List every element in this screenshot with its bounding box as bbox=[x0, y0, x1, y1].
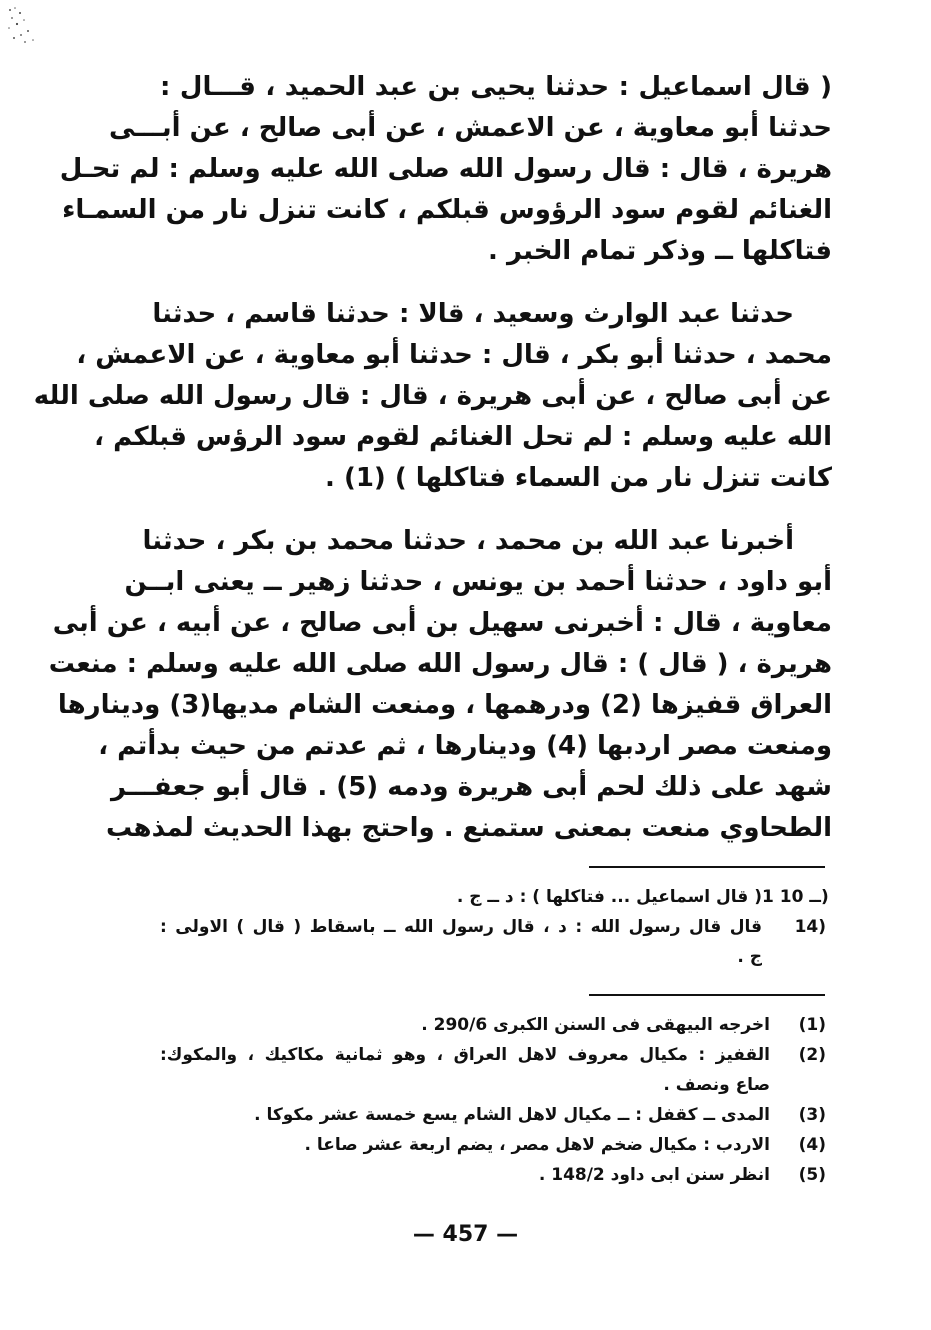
text-line: عن أبى صالح ، عن أبى هريرة ، قال : قال رسول الله صلى الله bbox=[33, 381, 832, 411]
footnote-text: الاردب : مكيال ضخم لاهل مصر ، يضم اربعة عشر صاعا . bbox=[304, 1135, 770, 1155]
text-line: ( قال اسماعيل : حدثنا يحيى بن عبد الحميد ، قـــال : bbox=[160, 72, 832, 102]
footnote-number: (4) bbox=[798, 1135, 826, 1155]
footnote bbox=[160, 1130, 826, 1160]
text-line: فتاكلها ــ وذكر تمام الخبر . bbox=[488, 236, 832, 266]
manuscript-variants bbox=[160, 882, 829, 972]
paragraph-3 bbox=[48, 521, 832, 849]
paragraph-1 bbox=[59, 67, 832, 272]
variant-line-ref: 14) bbox=[794, 917, 826, 937]
text-line: حدثنا أبو معاوية ، عن الاعمش ، عن أبى صالح ، عن أبـــى bbox=[108, 113, 832, 143]
text-line: الله عليه وسلم : لم تحل الغنائم لقوم سود الرؤس قبلكم ، bbox=[94, 422, 832, 452]
footnote bbox=[160, 1100, 826, 1130]
footnote-number: (5) bbox=[798, 1165, 826, 1185]
footnote-text: المدى ــ كقفل : ــ مكيال لاهل الشام يسع خمسة عشر مكوكا . bbox=[254, 1105, 770, 1125]
text-line: ومنعت مصر اردبها (4) ودينارها ، ثم عدتم من حيث بدأتم ، bbox=[98, 731, 832, 761]
footnotes-divider bbox=[589, 994, 825, 996]
text-line: العراق قفيزها (2) ودرهمها ، ومنعت الشام مديها(3) ودينارها bbox=[57, 690, 832, 720]
text-line: أخبرنا عبد الله بن محمد ، حدثنا محمد بن بكر ، حدثنا bbox=[142, 526, 794, 556]
variant-text: ( قال اسماعيل ... فتاكلها ) : د ــ ج . bbox=[456, 887, 762, 907]
footnote-number: (3) bbox=[798, 1105, 826, 1125]
page-number: — 457 — bbox=[412, 1222, 519, 1247]
variants-divider bbox=[589, 866, 825, 868]
variant-row bbox=[160, 912, 826, 942]
footnote bbox=[160, 1010, 826, 1040]
text-line: هريرة ، قال : قال رسول الله صلى الله عليه وسلم : لم تحـل bbox=[59, 154, 832, 184]
text-line: شهد على ذلك لحم أبى هريرة ودمه (5) . قال أبو جعفـــر bbox=[110, 772, 832, 802]
footnote-text: القفيز : مكيال معروف لاهل العراق ، وهو ثمانية مكاكيك ، والمكوك: bbox=[160, 1045, 770, 1065]
footnotes bbox=[160, 1010, 826, 1190]
footnote-text: اخرجه البيهقى فى السنن الكبرى 290/6 . bbox=[421, 1015, 770, 1035]
text-line: هريرة ، ( قال ) : قال رسول الله صلى الله عليه وسلم : منعت bbox=[48, 649, 832, 679]
text-line: أبو داود ، حدثنا أحمد بن يونس ، حدثنا زهير ــ يعنى ابــن bbox=[124, 567, 832, 597]
footnote-number: (2) bbox=[798, 1045, 826, 1065]
text-line: كانت تنزل نار من السماء فتاكلها ) (1) . bbox=[325, 463, 832, 493]
footnote-text: انظر سنن ابى داود 148/2 . bbox=[538, 1165, 770, 1185]
footnote bbox=[160, 1040, 826, 1070]
footnote bbox=[160, 1160, 826, 1190]
text-line: حدثنا عبد الوارث وسعيد ، قالا : حدثنا قاسم ، حدثنا bbox=[152, 299, 794, 329]
text-line: معاوية ، قال : أخبرنى سهيل بن أبى صالح ، عن أبيه ، عن أبى bbox=[52, 608, 832, 638]
text-line: الطحاوي منعت بمعنى ستمنع . واحتج بهذا الحديث لمذهب bbox=[106, 813, 832, 843]
variant-line-ref: 1 ــ 10) bbox=[762, 887, 829, 907]
text-line: الغنائم لقوم سود الرؤوس قبلكم ، كانت تنزل نار من السمـاء bbox=[62, 195, 832, 225]
variant-text: قال قال رسول الله : د ، قال رسول الله ــ باسقاط ( قال ) الاولى : bbox=[160, 917, 762, 937]
footnote-number: (1) bbox=[798, 1015, 826, 1035]
scan-specks bbox=[6, 4, 40, 44]
footnote-continuation: صاع ونصف . bbox=[663, 1075, 770, 1095]
variant-row bbox=[160, 882, 829, 912]
variant-continuation: ج . bbox=[737, 947, 762, 967]
paragraph-2 bbox=[33, 294, 832, 499]
text-line: محمد ، حدثنا أبو بكر ، قال : حدثنا أبو معاوية ، عن الاعمش ، bbox=[76, 340, 832, 370]
